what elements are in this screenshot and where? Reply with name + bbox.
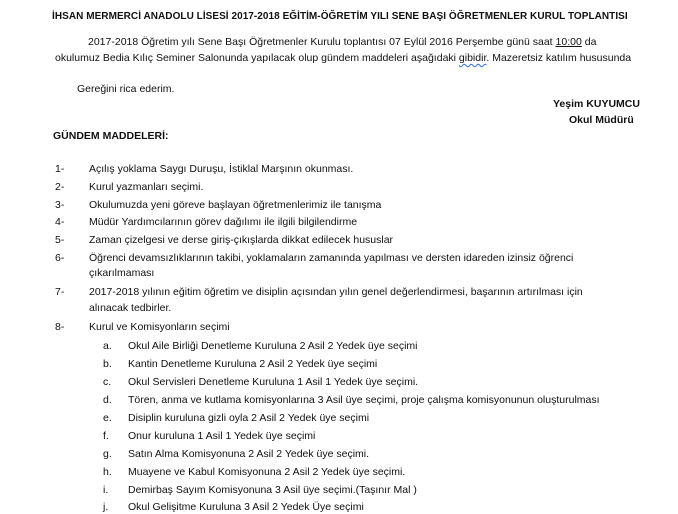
meeting-time: 10:00 xyxy=(555,36,582,48)
subitem-letter: e. xyxy=(103,412,112,424)
agenda-item-text: 2017-2018 yılının eğitim öğretim ve disiplin açısından yılın genel değerlendirmesi, başarının artırılması için xyxy=(89,286,583,298)
subitem-letter: g. xyxy=(103,448,112,460)
agenda-number: 4- xyxy=(55,216,65,228)
signature-name: Yeşim KUYUMCU xyxy=(553,98,640,110)
agenda-item-text: Açılış yoklama Saygı Duruşu, İstiklal Marşının okunması. xyxy=(89,163,354,175)
agenda-number: 2- xyxy=(55,181,65,193)
intro-line-1 xyxy=(88,35,596,49)
subitem-letter: j. xyxy=(103,501,109,513)
subitem-letter: i. xyxy=(103,484,109,496)
subitem-letter: d. xyxy=(103,394,112,406)
subitem-text: Muayene ve Kabul Komisyonuna 2 Asil 2 Yedek üye seçimi. xyxy=(128,466,406,478)
intro-text: okulumuz Bedia Kılıç Seminer Salonunda yapılacak olup gündem maddeleri aşağıdaki xyxy=(55,52,459,64)
agenda-number: 5- xyxy=(55,234,65,246)
agenda-item-text-continued: alınacak tedbirler. xyxy=(89,302,172,314)
subitem-text: Okul Aile Birliği Denetleme Kuruluna 2 Asil 2 Yedek üye seçimi xyxy=(128,340,418,352)
document-title: İHSAN MERMERCİ ANADOLU LİSESİ 2017-2018 EĞİTİM-ÖĞRETİM YILI SENE BAŞI ÖĞRETMENLER KURUL TOPLANTISI xyxy=(52,11,628,22)
subitem-text: Okul Servisleri Denetleme Kuruluna 1 Asil 1 Yedek üye seçimi. xyxy=(128,376,419,388)
agenda-number: 1- xyxy=(55,163,65,175)
agenda-number: 6- xyxy=(55,252,65,264)
agenda-item-text-continued: çıkarılmaması xyxy=(89,267,155,279)
subitem-text: Onur kuruluna 1 Asil 1 Yedek üye seçimi xyxy=(128,430,316,442)
subitem-text: Satın Alma Komisyonuna 2 Asil 2 Yedek üye seçimi. xyxy=(128,448,370,460)
subitem-text: Tören, anma ve kutlama komisyonlarına 3 Asil üye seçimi, proje çalışma komisyonunun oluşturulması xyxy=(128,394,600,406)
agenda-item-text: Okulumuzda yeni göreve başlayan öğretmenlerimiz ile tanışma xyxy=(89,199,382,211)
subitem-letter: h. xyxy=(103,466,112,478)
intro-line-2 xyxy=(55,51,631,65)
agenda-item-text: Kurul yazmanları seçimi. xyxy=(89,181,204,193)
subitem-letter: c. xyxy=(103,376,112,388)
agenda-item-text: Öğrenci devamsızlıklarının takibi, yoklamaların zamanında yapılması ve dersten idareden izinsiz öğrenci xyxy=(89,252,574,264)
closing-line: Gereğini rica ederim. xyxy=(77,83,175,95)
agenda-number: 3- xyxy=(55,199,65,211)
agenda-heading: GÜNDEM MADDELERİ: xyxy=(53,130,169,142)
subitem-letter: b. xyxy=(103,358,112,370)
agenda-item-text: Müdür Yardımcılarının görev dağılımı ile ilgili bilgilendirme xyxy=(89,216,358,228)
spellcheck-word: gibidir xyxy=(458,52,487,64)
signature-role: Okul Müdürü xyxy=(569,114,634,126)
subitem-text: Okul Gelişitme Kuruluna 3 Asil 2 Yedek Üye seçimi xyxy=(128,501,364,513)
agenda-item-text: Zaman çizelgesi ve derse giriş-çıkışlarda dikkat edilecek hususlar xyxy=(89,234,394,246)
subitem-text: Kantin Denetleme Kuruluna 2 Asil 2 Yedek üye seçimi xyxy=(128,358,378,370)
agenda-number: 8- xyxy=(55,321,65,333)
subitem-letter: a. xyxy=(103,340,112,352)
intro-text: . Mazeretsiz katılım hususunda xyxy=(486,52,632,64)
agenda-number: 7- xyxy=(55,286,65,298)
subitem-text: Demirbaş Sayım Komisyonuna 3 Asil üye seçimi.(Taşınır Mal ) xyxy=(128,484,417,496)
intro-text: da xyxy=(581,36,597,48)
agenda-item-text: Kurul ve Komisyonların seçimi xyxy=(89,321,230,333)
intro-text: 2017-2018 Öğretim yılı Sene Başı Öğretmenler Kurulu toplantısı 07 Eylül 2016 Perşembe günü saat xyxy=(88,36,556,48)
subitem-letter: f. xyxy=(103,430,109,442)
subitem-text: Disiplin kuruluna gizli oyla 2 Asil 2 Yedek üye seçimi xyxy=(128,412,370,424)
